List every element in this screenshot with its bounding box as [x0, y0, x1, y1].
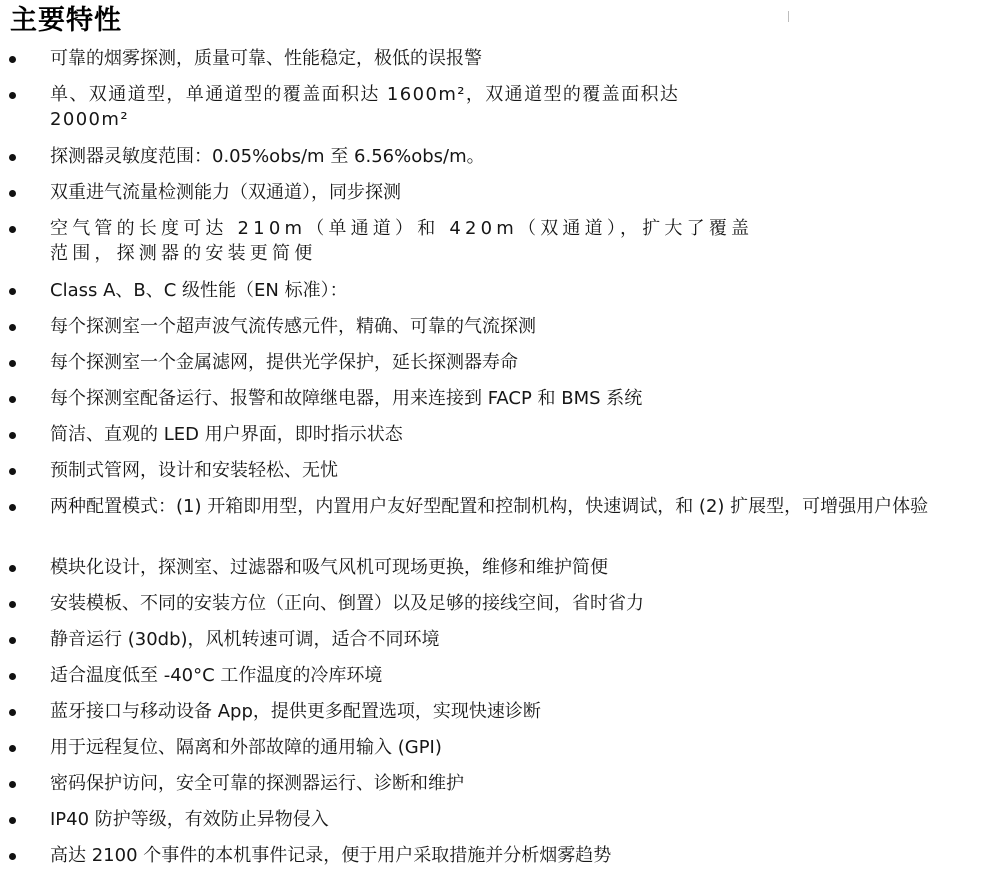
- page-title: 主要特性: [10, 5, 122, 36]
- feature-text: 密码保护访问，安全可靠的探测器运行、诊断和维护: [50, 773, 464, 794]
- bullet-icon: [9, 288, 16, 295]
- feature-text: 每个探测室配备运行、报警和故障继电器，用来连接到 FACP 和 BMS 系统: [50, 388, 643, 409]
- feature-text: IP40 防护等级，有效防止异物侵入: [50, 809, 329, 830]
- bullet-icon: [9, 432, 16, 439]
- feature-text: 每个探测室一个超声波气流传感元件，精确、可靠的气流探测: [50, 316, 536, 337]
- feature-text: 两种配置模式：(1) 开箱即用型，内置用户友好型配置和控制机构，快速调试，和 (2) 扩展型，可增强用户体验: [50, 496, 929, 517]
- bullet-icon: [9, 468, 16, 475]
- bullet-icon: [9, 226, 16, 233]
- bullet-icon: [9, 190, 16, 197]
- feature-text: 单、双通道型，单通道型的覆盖面积达 1600m²，双通道型的覆盖面积达 2000m²: [50, 84, 680, 130]
- bullet-icon: [9, 360, 16, 367]
- feature-text: 简洁、直观的 LED 用户界面，即时指示状态: [50, 424, 403, 445]
- corner-mark: [788, 11, 789, 22]
- feature-text: Class A、B、C 级性能（EN 标准）：: [50, 280, 348, 301]
- bullet-icon: [9, 817, 16, 824]
- feature-text: 高达 2100 个事件的本机事件记录，便于用户采取措施并分析烟雾趋势: [50, 845, 612, 866]
- bullet-icon: [9, 673, 16, 680]
- bullet-icon: [9, 504, 16, 511]
- feature-text: 安装模板、不同的安装方位（正向、倒置）以及足够的接线空间，省时省力: [50, 593, 644, 614]
- feature-text: 蓝牙接口与移动设备 App，提供更多配置选项，实现快速诊断: [50, 701, 541, 722]
- bullet-icon: [9, 565, 16, 572]
- feature-text: 适合温度低至 -40°C 工作温度的冷库环境: [50, 665, 383, 686]
- bullet-icon: [9, 709, 16, 716]
- feature-text: 探测器灵敏度范围：0.05%obs/m 至 6.56%obs/m。: [50, 146, 485, 167]
- bullet-icon: [9, 781, 16, 788]
- feature-text: 可靠的烟雾探测，质量可靠、性能稳定，极低的误报警: [50, 48, 482, 69]
- feature-text: 双重进气流量检测能力（双通道），同步探测: [50, 182, 401, 203]
- bullet-icon: [9, 601, 16, 608]
- feature-text: 用于远程复位、隔离和外部故障的通用输入 (GPI): [50, 737, 442, 758]
- feature-text: 静音运行 (30db)，风机转速可调，适合不同环境: [50, 629, 440, 650]
- feature-text: 预制式管网，设计和安装轻松、无忧: [50, 460, 338, 481]
- bullet-icon: [9, 745, 16, 752]
- bullet-icon: [9, 637, 16, 644]
- feature-text: 空气管的长度可达 210m（单通道）和 420m（双通道），扩大了覆盖范围，探测器的安装更简便: [50, 218, 754, 264]
- bullet-icon: [9, 324, 16, 331]
- feature-text: 每个探测室一个金属滤网，提供光学保护，延长探测器寿命: [50, 352, 518, 373]
- feature-text: 模块化设计，探测室、过滤器和吸气风机可现场更换，维修和维护简便: [50, 557, 608, 578]
- bullet-icon: [9, 56, 16, 63]
- bullet-icon: [9, 396, 16, 403]
- bullet-icon: [9, 154, 16, 161]
- bullet-icon: [9, 853, 16, 860]
- bullet-icon: [9, 92, 16, 99]
